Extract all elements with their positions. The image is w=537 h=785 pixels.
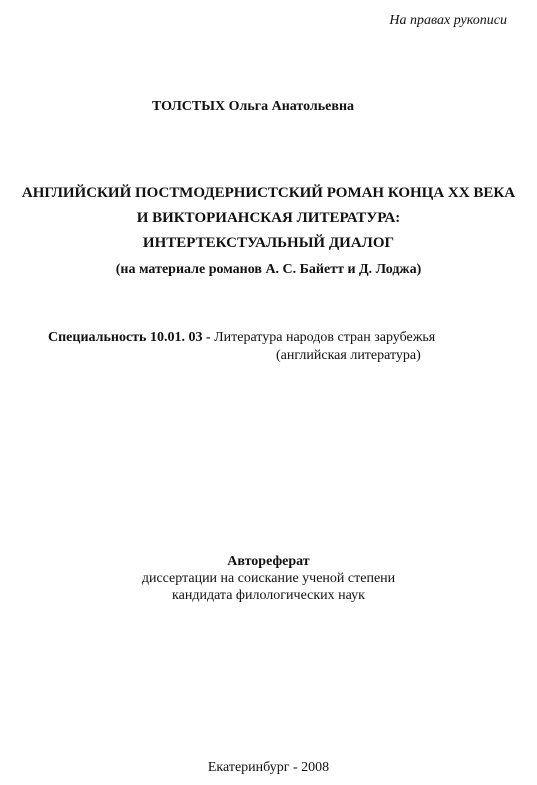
rights-note: На правах рукописи: [389, 13, 507, 28]
specialty-label: Специальность 10.01. 03 -: [48, 330, 211, 345]
title-line-1: АНГЛИЙСКИЙ ПОСТМОДЕРНИСТСКИЙ РОМАН КОНЦА XX ВЕКА: [21, 185, 516, 201]
author-given-names: Ольга Анатольевна: [228, 99, 355, 114]
title-subtitle: (на материале романов А. С. Байетт и Д. Лоджа): [115, 262, 422, 277]
specialty-name: Литература народов стран зарубежья: [214, 330, 436, 345]
specialty-detail: (английская литература): [276, 348, 421, 363]
author-name: [152, 99, 354, 115]
abstract-line-2: кандидата филологических наук: [172, 588, 365, 603]
title-line-2: И ВИКТОРИАНСКАЯ ЛИТЕРАТУРА:: [136, 210, 401, 226]
abstract-title: Автореферат: [227, 554, 310, 569]
title-line-3: ИНТЕРТЕКСТУАЛЬНЫЙ ДИАЛОГ: [142, 235, 395, 251]
specialty-line: [48, 330, 435, 346]
abstract-line-1: диссертации на соискание ученой степени: [141, 571, 396, 586]
author-surname: ТОЛСТЫХ: [152, 99, 226, 114]
footer-place-year: Екатеринбург - 2008: [207, 760, 330, 775]
